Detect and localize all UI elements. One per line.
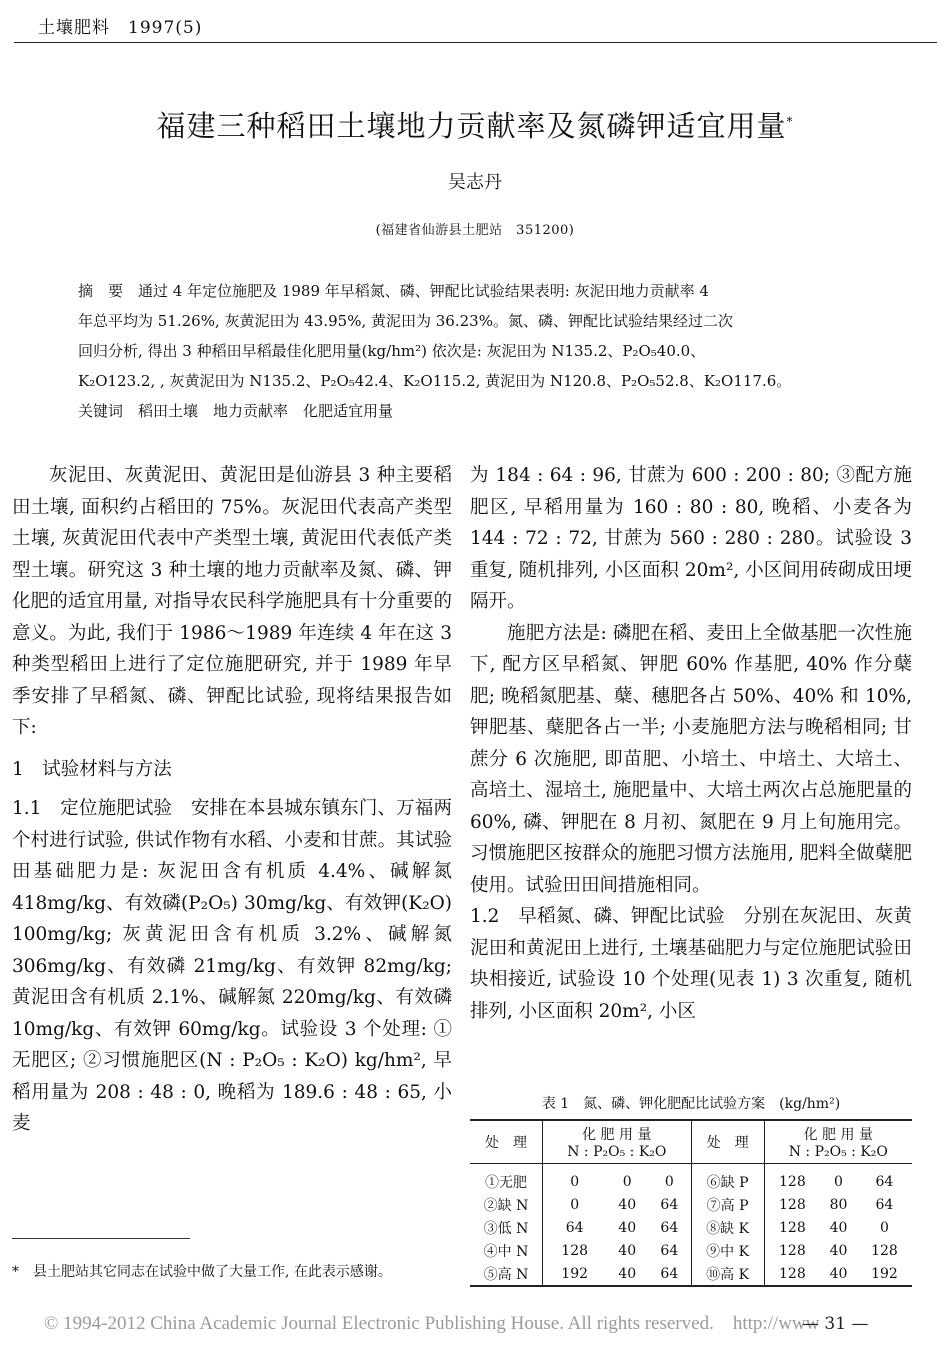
abstract-line: 摘 要 通过 4 年定位施肥及 1989 年早稻氮、磷、钾配比试验结果表明: 灰泥田地力贡献率 4 <box>78 282 709 300</box>
value-cell: 64 <box>875 1196 894 1213</box>
value-cell: 0 <box>543 1164 607 1194</box>
table-header-amount <box>764 1120 912 1164</box>
table-row <box>470 1193 912 1216</box>
value-cell: 0 <box>622 1173 632 1190</box>
treatment-cell: ⑦高 P <box>691 1193 764 1216</box>
value-cell: 40 <box>606 1262 648 1286</box>
title-footnote-mark: * <box>786 114 794 129</box>
value-cell: 64 <box>660 1219 679 1236</box>
article-title <box>0 104 950 145</box>
value-cell: 40 <box>618 1242 637 1259</box>
value-cell: 128 <box>764 1262 820 1286</box>
value-cell: 128 <box>764 1239 820 1262</box>
treatment-cell: ⑩高 K <box>691 1262 764 1286</box>
value-cell: 0 <box>879 1219 889 1236</box>
value-cell: 192 <box>857 1262 912 1286</box>
value-cell: 64 <box>660 1242 679 1259</box>
header-ratio-label: N : P₂O₅ : K₂O <box>567 1144 667 1160</box>
left-column <box>12 460 452 1140</box>
value-cell: 64 <box>648 1262 691 1286</box>
abstract-line: 年总平均为 51.26%, 灰黄泥田为 43.95%, 黄泥田为 36.23%。氮、磷、钾配比试验结果经过二次 <box>78 312 733 330</box>
value-cell: 40 <box>618 1196 637 1213</box>
value-cell: 128 <box>764 1164 820 1194</box>
table-row <box>470 1216 912 1239</box>
header-ratio-label: N : P₂O₅ : K₂O <box>788 1144 888 1160</box>
value-cell: 128 <box>871 1242 898 1259</box>
running-header: 土壤肥料 1997(5) <box>38 18 203 38</box>
author-name: 吴志丹 <box>448 172 502 193</box>
value-cell: 40 <box>618 1219 637 1236</box>
footnote: * 县土肥站其它同志在试验中做了大量工作, 在此表示感谢。 <box>12 1264 392 1280</box>
table-header-treatment: 处 理 <box>470 1120 543 1164</box>
abstract-line: K₂O123.2, , 灰黄泥田为 N135.2、P₂O₅42.4、K₂O115.2, 黄泥田为 N120.8、P₂O₅52.8、K₂O117.6。 <box>78 372 792 390</box>
value-cell: 0 <box>834 1173 843 1190</box>
value-cell: 192 <box>543 1262 607 1286</box>
value-cell: 40 <box>829 1242 848 1259</box>
header-rule <box>14 42 937 43</box>
section-1-1-paragraph: 1.1 定位施肥试验 安排在本县城东镇东门、万福两个村进行试验, 供试作物有水稻、小麦和甘蔗。其试验田基础肥力是: 灰泥田含有机质 4.4%、碱解氮 418mg/kg、有效磷(P₂O₅) 30mg/kg、有效钾(K₂O) 100mg/kg; 灰黄泥田含有机质 3.2%、碱解氮 306mg/kg、有效磷 21mg/kg、有效钾 82mg/kg; 黄泥田含有机质 2.1%、碱解氮 220mg/kg、有效磷 10mg/kg、有效钾 60mg/kg。试验设 3 个处理: ①无肥区; ②习惯施肥区(N : P₂O₅ : K₂O) kg/hm², 早稻用量为 208 : 48 : 0, 晚稻为 189.6 : 48 : 65, 小麦 <box>12 798 452 1134</box>
title-text: 福建三种稻田土壤地力贡献率及氮磷钾适宜用量 <box>156 109 787 143</box>
footnote-rule <box>12 1238 190 1239</box>
table-header-amount <box>543 1120 692 1164</box>
keywords-line: 关键词 稻田土壤 地力贡献率 化肥适宜用量 <box>78 402 394 420</box>
copyright-footer: © 1994-2012 China Academic Journal Electronic Publishing House. All rights reserved. http://www <box>44 1313 820 1334</box>
treatment-cell: ③低 N <box>483 1220 529 1237</box>
value-cell: 64 <box>660 1196 679 1213</box>
intro-paragraph: 灰泥田、灰黄泥田、黄泥田是仙游县 3 种主要稻田土壤, 面积约占稻田的 75%。灰泥田代表高产类型土壤, 灰黄泥田代表中产类型土壤, 黄泥田代表低产类型土壤。研究这 3 种土壤的地力贡献率及氮、磷、钾化肥的适宜用量, 对指导农民科学施肥具有十分重要的意义。为此, 我们于 1986～1989 年连续 4 年在这 3 种类型稻田上进行了定位施肥研究, 并于 1989 年早季安排了早稻氮、磷、钾配比试验, 现将结果报告如下: <box>12 465 452 738</box>
treatment-cell: ②缺 N <box>483 1197 529 1214</box>
header-amount-label: 化 肥 用 量 <box>803 1127 873 1143</box>
treatment-table <box>470 1119 912 1287</box>
right-column <box>470 460 912 1027</box>
treatment-cell: ⑨中 K <box>691 1239 764 1262</box>
table-row <box>470 1262 912 1286</box>
value-cell: 80 <box>829 1196 848 1213</box>
value-cell: 64 <box>543 1216 607 1239</box>
section-heading: 1 试验材料与方法 <box>12 758 172 780</box>
table-header-treatment: 处 理 <box>691 1120 764 1164</box>
treatment-cell: ①无肥 <box>485 1174 527 1191</box>
table-caption: 表 1 氮、磷、钾化肥配比试验方案 (kg/hm²) <box>541 1096 841 1112</box>
value-cell: 64 <box>875 1173 894 1190</box>
table-row <box>470 1164 912 1194</box>
treatment-cell: ⑥缺 P <box>691 1164 764 1194</box>
value-cell: 40 <box>820 1262 857 1286</box>
treatment-cell: ④中 N <box>483 1243 529 1260</box>
value-cell: 0 <box>543 1193 607 1216</box>
value-cell: 128 <box>764 1193 820 1216</box>
value-cell: 128 <box>543 1239 607 1262</box>
table-row <box>470 1239 912 1262</box>
continued-paragraph: 为 184 : 64 : 96, 甘蔗为 600 : 200 : 80; ③配方施肥区, 早稻用量为 160 : 80 : 80, 晚稻、小麦各为 144 : 72 : 72, 甘蔗为 560 : 280 : 280。试验设 3 重复, 随机排列, 小区面积 20m², 小区间用砖砌成田埂隔开。 <box>470 465 912 612</box>
method-paragraph: 施肥方法是: 磷肥在稻、麦田上全做基肥一次性施下, 配方区早稻氮、钾肥 60% 作基肥, 40% 作分蘖肥; 晚稻氮肥基、蘖、穗肥各占 50%、40% 和 10%, 钾肥基、蘖肥各占一半; 小麦施肥方法与晚稻相同; 甘蔗分 6 次施肥, 即苗肥、小培土、中培土、大培土、高培土、湿培土, 施肥量中、大培土两次占总施肥量的 60%, 磷、钾肥在 8 月初、氮肥在 9 月上旬施用完。习惯施肥区按群众的施肥习惯方法施用, 肥料全做蘖肥使用。试验田田间措施相同。 <box>470 622 912 896</box>
value-cell: 128 <box>764 1216 820 1239</box>
section-1-2-paragraph: 1.2 早稻氮、磷、钾配比试验 分别在灰泥田、灰黄泥田和黄泥田上进行, 土壤基础肥力与定位施肥试验田块相接近, 试验设 10 个处理(见表 1) 3 次重复, 随机排列, 小区面积 20m², 小区 <box>470 906 912 1022</box>
value-cell: 40 <box>829 1219 848 1236</box>
header-amount-label: 化 肥 用 量 <box>582 1127 652 1143</box>
page-number: — 31 — <box>802 1314 869 1334</box>
value-cell: 0 <box>664 1173 674 1190</box>
abstract-line: 回归分析, 得出 3 种稻田早稻最佳化肥用量(kg/hm²) 依次是: 灰泥田为 N135.2、P₂O₅40.0、 <box>78 342 706 360</box>
treatment-cell: ⑧缺 K <box>691 1216 764 1239</box>
treatment-cell: ⑤高 N <box>470 1262 543 1286</box>
affiliation: (福建省仙游县土肥站 351200) <box>375 223 575 238</box>
